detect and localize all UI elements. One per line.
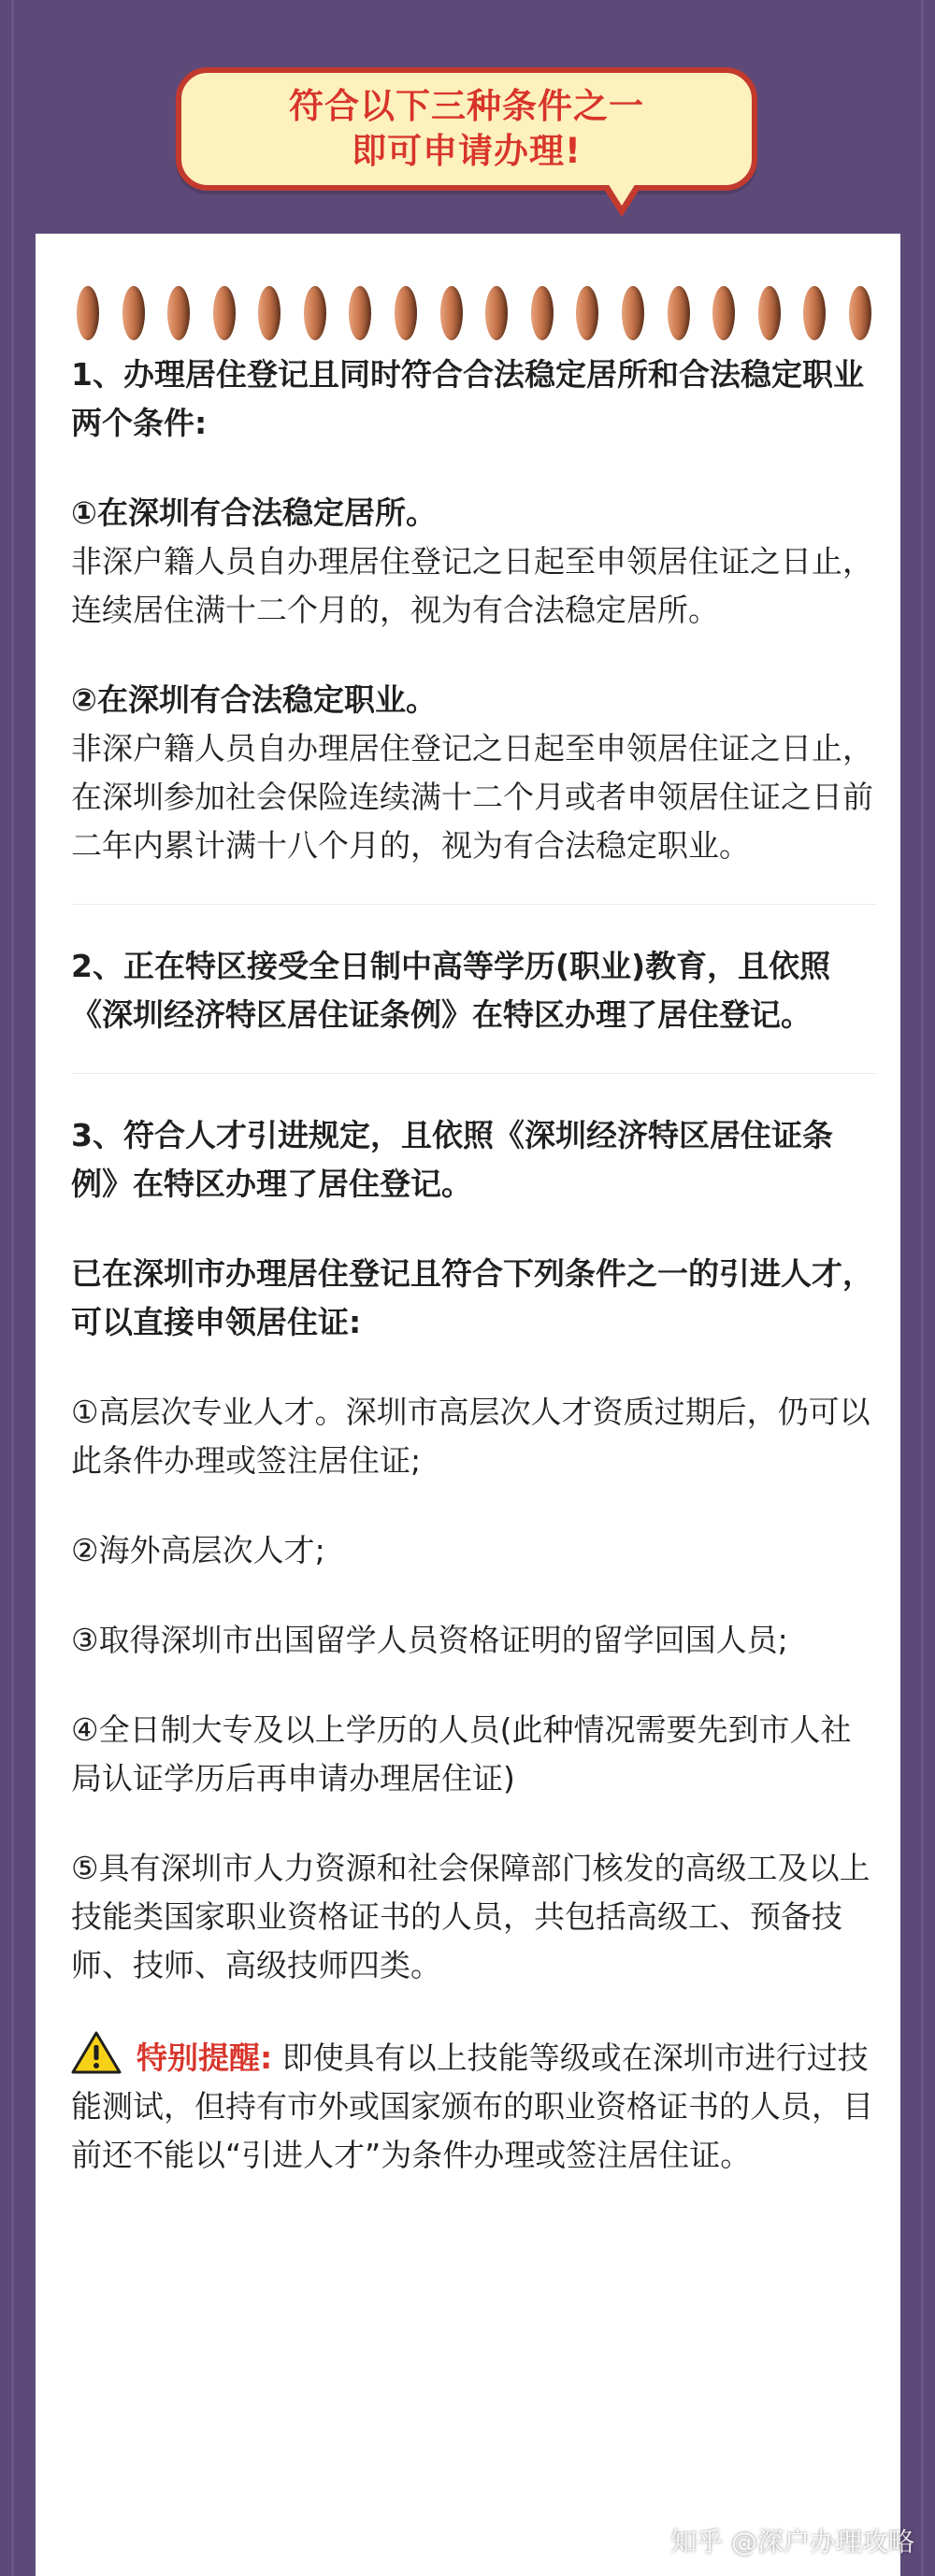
binder-ring — [622, 286, 644, 340]
talent-item: ⑤具有深圳市人力资源和社会保障部门核发的高级工及以上技能类国家职业资格证书的人员，共包括高级工、预备技师、技师、高级技师四类。 — [71, 1850, 870, 1983]
binder-ring — [304, 286, 326, 340]
binder-ring — [167, 286, 190, 340]
binder-ring — [849, 286, 871, 340]
notebook-card — [36, 234, 900, 2576]
section1-heading: 1、办理居住登记且同时符合合法稳定居所和合法稳定职业两个条件: — [71, 356, 864, 441]
binder-ring — [576, 286, 598, 340]
section1-item2-body: 非深户籍人员自办理居住登记之日起至申领居住证之日止，在深圳参加社会保险连续满十二个月或者申领居住证之日前二年内累计满十八个月的，视为有合法稳定职业。 — [71, 730, 873, 864]
section3-intro: 已在深圳市办理居住登记且符合下列条件之一的引进人才，可以直接申领居住证: — [71, 1255, 873, 1340]
warning-icon — [71, 2031, 122, 2074]
banner-box — [176, 67, 757, 191]
card-content — [71, 351, 877, 2180]
talent-item: ③取得深圳市出国留学人员资格证明的留学回国人员; — [71, 1622, 788, 1658]
binder-ring — [758, 286, 781, 340]
reminder-text: 即使具有以上技能等级或在深圳市进行过技能测试，但持有市外或国家颁布的职业资格证书的人员，目前还不能以“引进人才”为条件办理或签注居住证。 — [71, 2039, 873, 2173]
zhihu-watermark — [670, 2522, 914, 2559]
section-divider — [71, 904, 877, 905]
reminder-label: 特别提醒: — [137, 2039, 273, 2076]
banner-tail-fill — [608, 183, 636, 206]
talent-item: ④全日制大专及以上学历的人员(此种情况需要先到市人社局认证学历后再申请办理居住证) — [71, 1711, 852, 1796]
talent-item: ①高层次专业人才。深圳市高层次人才资质过期后，仍可以此条件办理或签注居住证; — [71, 1394, 870, 1479]
binder-ring — [485, 286, 508, 340]
binder-ring — [803, 286, 826, 340]
section3-heading: 3、符合人才引进规定，且依照《深圳经济特区居住证条例》在特区办理了居住登记。 — [71, 1117, 833, 1202]
binder-ring — [258, 286, 280, 340]
binder-rings — [77, 286, 871, 342]
section1-item1-body: 非深户籍人员自办理居住登记之日起至申领居住证之日止，连续居住满十二个月的，视为有合法稳定居所。 — [71, 543, 873, 628]
binder-ring — [349, 286, 371, 340]
section-divider — [71, 1073, 877, 1074]
section1-item1-title: ①在深圳有合法稳定居所。 — [71, 494, 437, 531]
banner-title-line2: 即可申请办理! — [352, 131, 582, 171]
section2-heading: 2、正在特区接受全日制中高等学历(职业)教育，且依照《深圳经济特区居住证条例》在特区办理了居住登记。 — [71, 948, 831, 1033]
binder-ring — [712, 286, 735, 340]
binder-ring — [531, 286, 554, 340]
speech-bubble-banner — [176, 67, 757, 236]
binder-ring — [668, 286, 690, 340]
special-reminder — [71, 2031, 877, 2180]
talent-item: ②海外高层次人才; — [71, 1532, 325, 1568]
binder-ring — [395, 286, 417, 340]
watermark-text: 知乎 @深户办理攻略 — [670, 2526, 914, 2557]
binder-ring — [77, 286, 99, 340]
banner-title-line1: 符合以下三种条件之一 — [289, 86, 644, 126]
binder-ring — [440, 286, 463, 340]
binder-ring — [122, 286, 145, 340]
binder-ring — [213, 286, 236, 340]
section1-item2-title: ②在深圳有合法稳定职业。 — [71, 681, 437, 718]
